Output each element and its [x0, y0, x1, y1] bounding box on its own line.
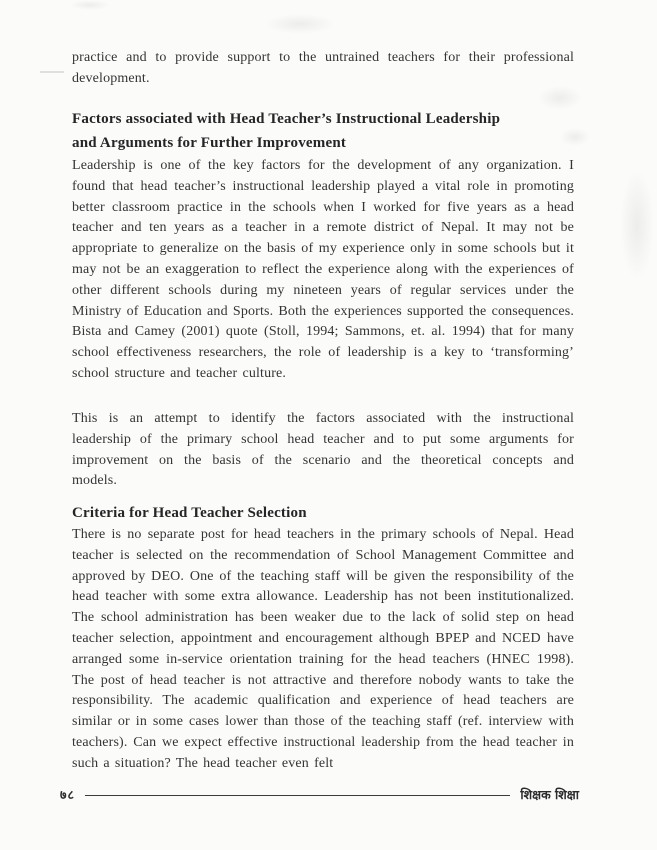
section-heading-criteria: Criteria for Head Teacher Selection: [72, 505, 307, 521]
scan-smudge: [70, 0, 110, 10]
paragraph-leadership: Leadership is one of the key factors for the development of any organization. I found that head teacher’s instructional leadership played a vital role in promoting better classroom practice in the schools when I worked for five years as a head teacher and ten years as a teacher in a remote district of Nepal. It may not be appropriate to generalize on the basis of my experience only in some schools but it may not be an exaggeration to reflect the experience along with the experiences of other different schools during my nineteen years of regular services under the Ministry of Education and Sports. Both the experiences supported the consequences. Bista and Camey (2001) quote (Stoll, 1994; Sammons, et. al. 1994) that for many school effectiveness researchers, the role of leadership is a key to ‘transforming’ school structure and teacher culture.: [72, 158, 574, 381]
scan-smudge: [620, 170, 654, 280]
page-number: ७८: [60, 787, 76, 802]
paragraph-criteria: There is no separate post for head teachers in the primary schools of Nepal. Head teacher is selected on the recommendation of School Management Committee and approved by DEO. One of the teaching staff will be given the responsibility of the head teacher with some extra allowance. Leadership has not been institutionalized. The school administration has been weaker due to the lack of solid step on head teacher selection, appointment and encouragement although BPEP and NCED have arranged some in-service orientation training for the head teachers (HNEC 1998). The post of head teacher is not attractive and therefore nobody wants to take the responsibility. The academic qualification and experience of head teachers are similar or in some cases lower than those of the teaching staff (ref. interview with teachers). Can we expect effective instructional leadership from the head teacher in such a situation? The head teacher even felt: [72, 527, 574, 771]
journal-title: शिक्षक शिक्षा: [520, 787, 579, 802]
footer-rule: [85, 795, 510, 796]
paragraph-attempt: This is an attempt to identify the factors associated with the instructional leadership of the primary school head teacher and to put some arguments for improvement on the basis of the scenario and the theoretical concepts and models.: [72, 411, 574, 489]
scan-mark: [40, 71, 64, 73]
heading-line: and Arguments for Further Improvement: [72, 135, 347, 151]
section-heading-factors: [72, 107, 574, 155]
scan-smudge: [265, 14, 335, 34]
page-footer: [60, 786, 579, 803]
continuation-paragraph: practice and to provide support to the untrained teachers for their professional development.: [72, 50, 574, 86]
heading-line: Factors associated with Head Teacher’s Instructional Leadership: [72, 111, 501, 127]
